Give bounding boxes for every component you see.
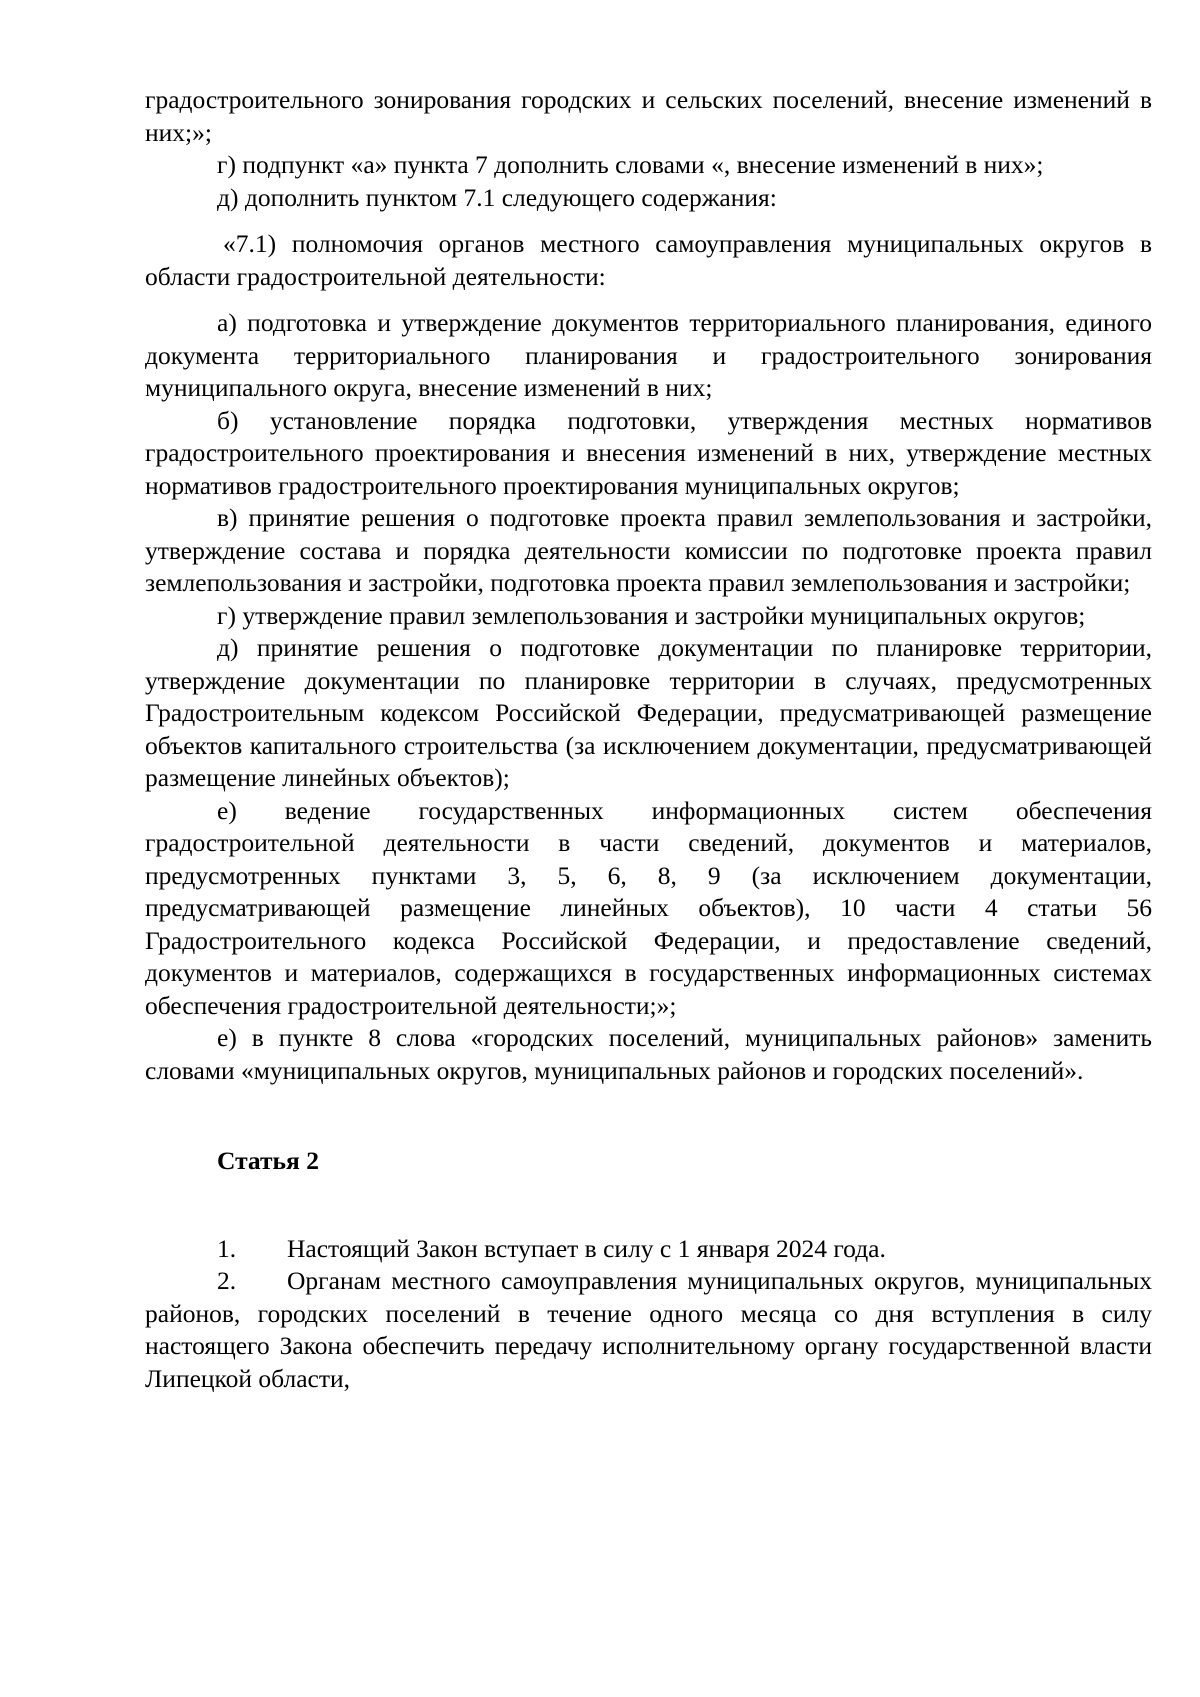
article-item-text: Органам местного самоуправления муниципальных округов, муниципальных районов, городских поселений в течение одного месяца со дня вступления в силу настоящего Закона обеспечить передачу исполнительному органу государственной власти Липецкой области, [145,1266,1152,1393]
clause-7-1-item-a: а) подготовка и утверждение документов территориального планирования, единого документа территориального планирования и градостроительного зонирования муниципального округа, внесение изменений в них; [145,308,1152,402]
article-item-2 [145,1265,1152,1395]
clause-7-1-item-e: е) ведение государственных информационных систем обеспечения градостроительной деятельности в части сведений, документов и материалов, предусмотренных пунктами 3, 5, 6, 8, 9 (за исключением документации, предусматривающей размещение линейных объектов), 10 части 4 статьи 56 Градостроительного кодекса Российской Федерации, и предоставление сведений, документов и материалов, содержащихся в государственных информационных системах обеспечения градостроительной деятельности;»; [145,795,1152,1020]
paragraph-continuation: градостроительного зонирования городских и сельских поселений, внесение изменений в них;»; [145,85,1152,147]
clause-7-1-item-g: г) утверждение правил землепользования и застройки муниципальных округов; [217,600,1086,630]
article-item-text: Настоящий Закон вступает в силу с 1 января 2024 года. [287,1233,886,1263]
paragraph-item-d: д) дополнить пунктом 7.1 следующего содержания: [217,182,777,212]
paragraph-item-g: г) подпункт «а» пункта 7 дополнить словами «, внесение изменений в них»; [217,150,1044,179]
clause-7-1-item-d: д) принятие решения о подготовке документации по планировке территории, утверждение документации по планировке территории в случаях, предусмотренных Градостроительным кодексом Российской Федерации, предусматривающей размещение объектов капитального строительства (за исключением документации, предусматривающей размещение линейных объектов); [145,633,1152,792]
paragraph-item-e: е) в пункте 8 слова «городских поселений, муниципальных районов» заменить словами «муниципальных округов, муниципальных районов и городских поселений». [145,1023,1152,1085]
article-item-number: 1. [217,1233,237,1263]
article-item-number: 2. [217,1266,237,1295]
article-heading: Статья 2 [217,1146,319,1175]
article-item-1 [145,1233,1152,1266]
clause-7-1-item-v: в) принятие решения о подготовке проекта правил землепользования и застройки, утверждение состава и порядка деятельности комиссии по подготовке проекта правил землепользования и застройки, подготовка проекта правил землепользования и застройки; [145,503,1152,597]
clause-7-1-item-b: б) установление порядка подготовки, утверждения местных нормативов градостроительного проектирования и внесения изменений в них, утверждение местных нормативов градостроительного проектирования муниципальных округов; [145,405,1152,500]
clause-7-1-intro: «7.1) полномочия органов местного самоуправления муниципальных округов в области градостроительной деятельности: [145,229,1152,291]
